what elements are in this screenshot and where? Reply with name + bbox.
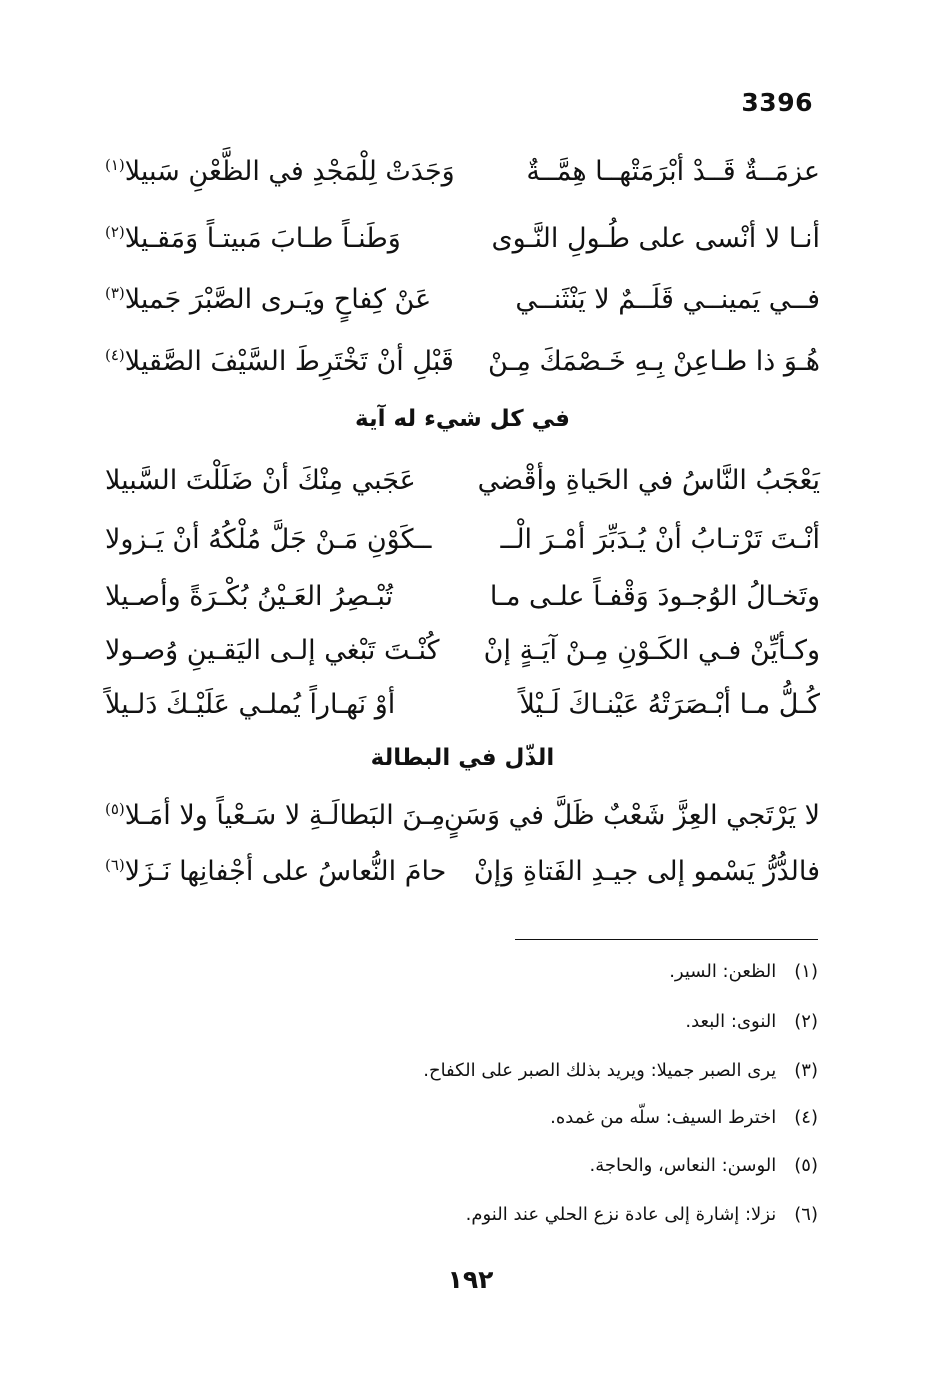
section-heading: الذّل في البطالة	[370, 745, 555, 771]
verse-first-hemistich: فــي يَمينــي قَلَــمٌ لا يَنْثَنــي	[515, 284, 820, 315]
verse-second-text: وَجَدَتْ لِلْمَجْدِ في الظَّعْنِ سَبيلا	[124, 156, 455, 187]
verse-first-hemistich: أنـا لا أنْسى على طُـولِ النَّـوى	[491, 223, 820, 254]
verse-second-hemistich	[105, 847, 446, 897]
verse-first-hemistich: هُـوَ ذا طـاعِنْ بِـهِ خَـصْمَكَ مِـنْ	[487, 346, 820, 377]
footnote	[685, 1005, 818, 1039]
page-id: 3396	[741, 88, 813, 117]
footnote-text: يرى الصبر جميلا: ويريد بذلك الصبر على الكفاح.	[423, 1060, 777, 1081]
verse-second-hemistich: أوْ نَهـاراً يُملـي عَلَيْـكَ دَلـيلاً	[105, 689, 396, 720]
verse-second-hemistich	[105, 147, 455, 197]
footnote-ref: (٤)	[105, 346, 125, 364]
footnote-text: الوسن: النعاس، والحاجة.	[589, 1155, 777, 1176]
footnote	[423, 1054, 818, 1088]
footnote-number: (٥)	[794, 1155, 818, 1176]
verse-second-hemistich	[105, 275, 431, 325]
footnote-ref: (١)	[105, 156, 125, 174]
footnote-ref: (٢)	[105, 223, 125, 241]
footnote-number: (٤)	[794, 1107, 818, 1128]
verse-line	[105, 626, 820, 676]
verse-second-hemistich	[105, 214, 401, 264]
section-heading: في كل شيء له آية	[355, 406, 570, 432]
verse-second-text: وَطَنـاً طـابَ مَبيتـاً وَمَقـيلا	[124, 223, 401, 254]
verse-first-hemistich: أنْـتَ تَرْتـابُ أنْ يُـدَبِّرَ أمْـرَ الْــ	[500, 524, 820, 555]
verse-second-hemistich: ــكَوْنِ مَـنْ جَلَّ مُلْكُهُ أنْ يَـزولا	[105, 524, 432, 555]
verse-line	[105, 337, 820, 387]
footnote-separator	[515, 939, 818, 940]
verse-first-hemistich: وكـأيِّنْ فـي الكَـوْنِ مِـنْ آيَـةٍ إنْ	[483, 635, 820, 666]
verse-first-hemistich: فالدُّرُّ يَسْمو إلى جيـدِ الفَتاةِ وَإنْ	[473, 856, 820, 887]
verse-line	[105, 214, 820, 264]
verse-line	[105, 515, 820, 565]
verse-line	[105, 847, 820, 897]
verse-second-text: مِـنَ البَطالَـةِ لا سَـعْياً ولا أمَـلا	[124, 800, 446, 831]
footnote-text: النوى: البعد.	[685, 1011, 777, 1032]
footnote-number: (٢)	[794, 1011, 818, 1032]
verse-line	[105, 680, 820, 730]
footnote-text: الظعن: السير.	[669, 961, 777, 982]
verse-first-hemistich: عزمَــةٌ قَــدْ أبْرَمَتْهــا هِمَّــةٌ	[526, 156, 820, 187]
verse-line	[105, 275, 820, 325]
footnote	[550, 1101, 818, 1135]
footnote	[466, 1198, 818, 1232]
footnote-number: (١)	[794, 961, 818, 982]
footnote-number: (٣)	[794, 1060, 818, 1081]
footnote-ref: (٣)	[105, 284, 125, 302]
verse-first-hemistich: كُـلُّ مـا أبْـصَرَتْهُ عَيْنـاكَ لَـيْلاً	[519, 689, 820, 720]
verse-second-hemistich: تُبْـصِرُ العَـيْنُ بُكْـرَةً وأصـيلا	[105, 581, 394, 612]
verse-second-hemistich: عَجَبي مِنْكَ أنْ ضَلَلْتَ السَّبيلا	[105, 465, 416, 496]
verse-second-text: قَبْلِ أنْ تَخْتَرِطَ السَّيْفَ الصَّقيلا	[124, 346, 454, 377]
page-number: ١٩٢	[447, 1265, 494, 1294]
verse-first-hemistich: وتَخـالُ الوُجـودَ وَقْفـاً علـى مـا	[489, 581, 820, 612]
verse-first-hemistich: يَعْجَبُ النَّاسُ في الحَياةِ وأقْضي	[477, 465, 820, 496]
footnote-text: نزلا: إشارة إلى عادة نزع الحلي عند النوم.	[465, 1204, 777, 1225]
footnote-ref: (٥)	[105, 800, 125, 818]
verse-second-hemistich	[105, 337, 454, 387]
verse-second-hemistich	[105, 791, 445, 841]
verse-second-hemistich: كُنْـتَ تَبْغي إلـى اليَقـينِ وُصـولا	[105, 635, 440, 666]
verse-line	[105, 791, 820, 841]
footnote-ref: (٦)	[105, 856, 125, 874]
verse-line	[105, 572, 820, 622]
footnote	[669, 955, 818, 989]
footnote-number: (٦)	[794, 1204, 818, 1225]
verse-line	[105, 147, 820, 197]
verse-second-text: حامَ النُّعاسُ على أجْفانِها نَـزَلا	[124, 856, 447, 887]
verse-second-text: عَنْ كِفاحٍ ويَـرى الصَّبْرَ جَميلا	[124, 284, 432, 315]
verse-line	[105, 456, 820, 506]
footnote	[590, 1149, 818, 1183]
footnote-text: اخترط السيف: سلّه من غمده.	[550, 1107, 777, 1128]
verse-first-hemistich: لا يَرْتَجي العِزَّ شَعْبٌ ظَلَّ في وَسَنٍ	[443, 800, 820, 831]
